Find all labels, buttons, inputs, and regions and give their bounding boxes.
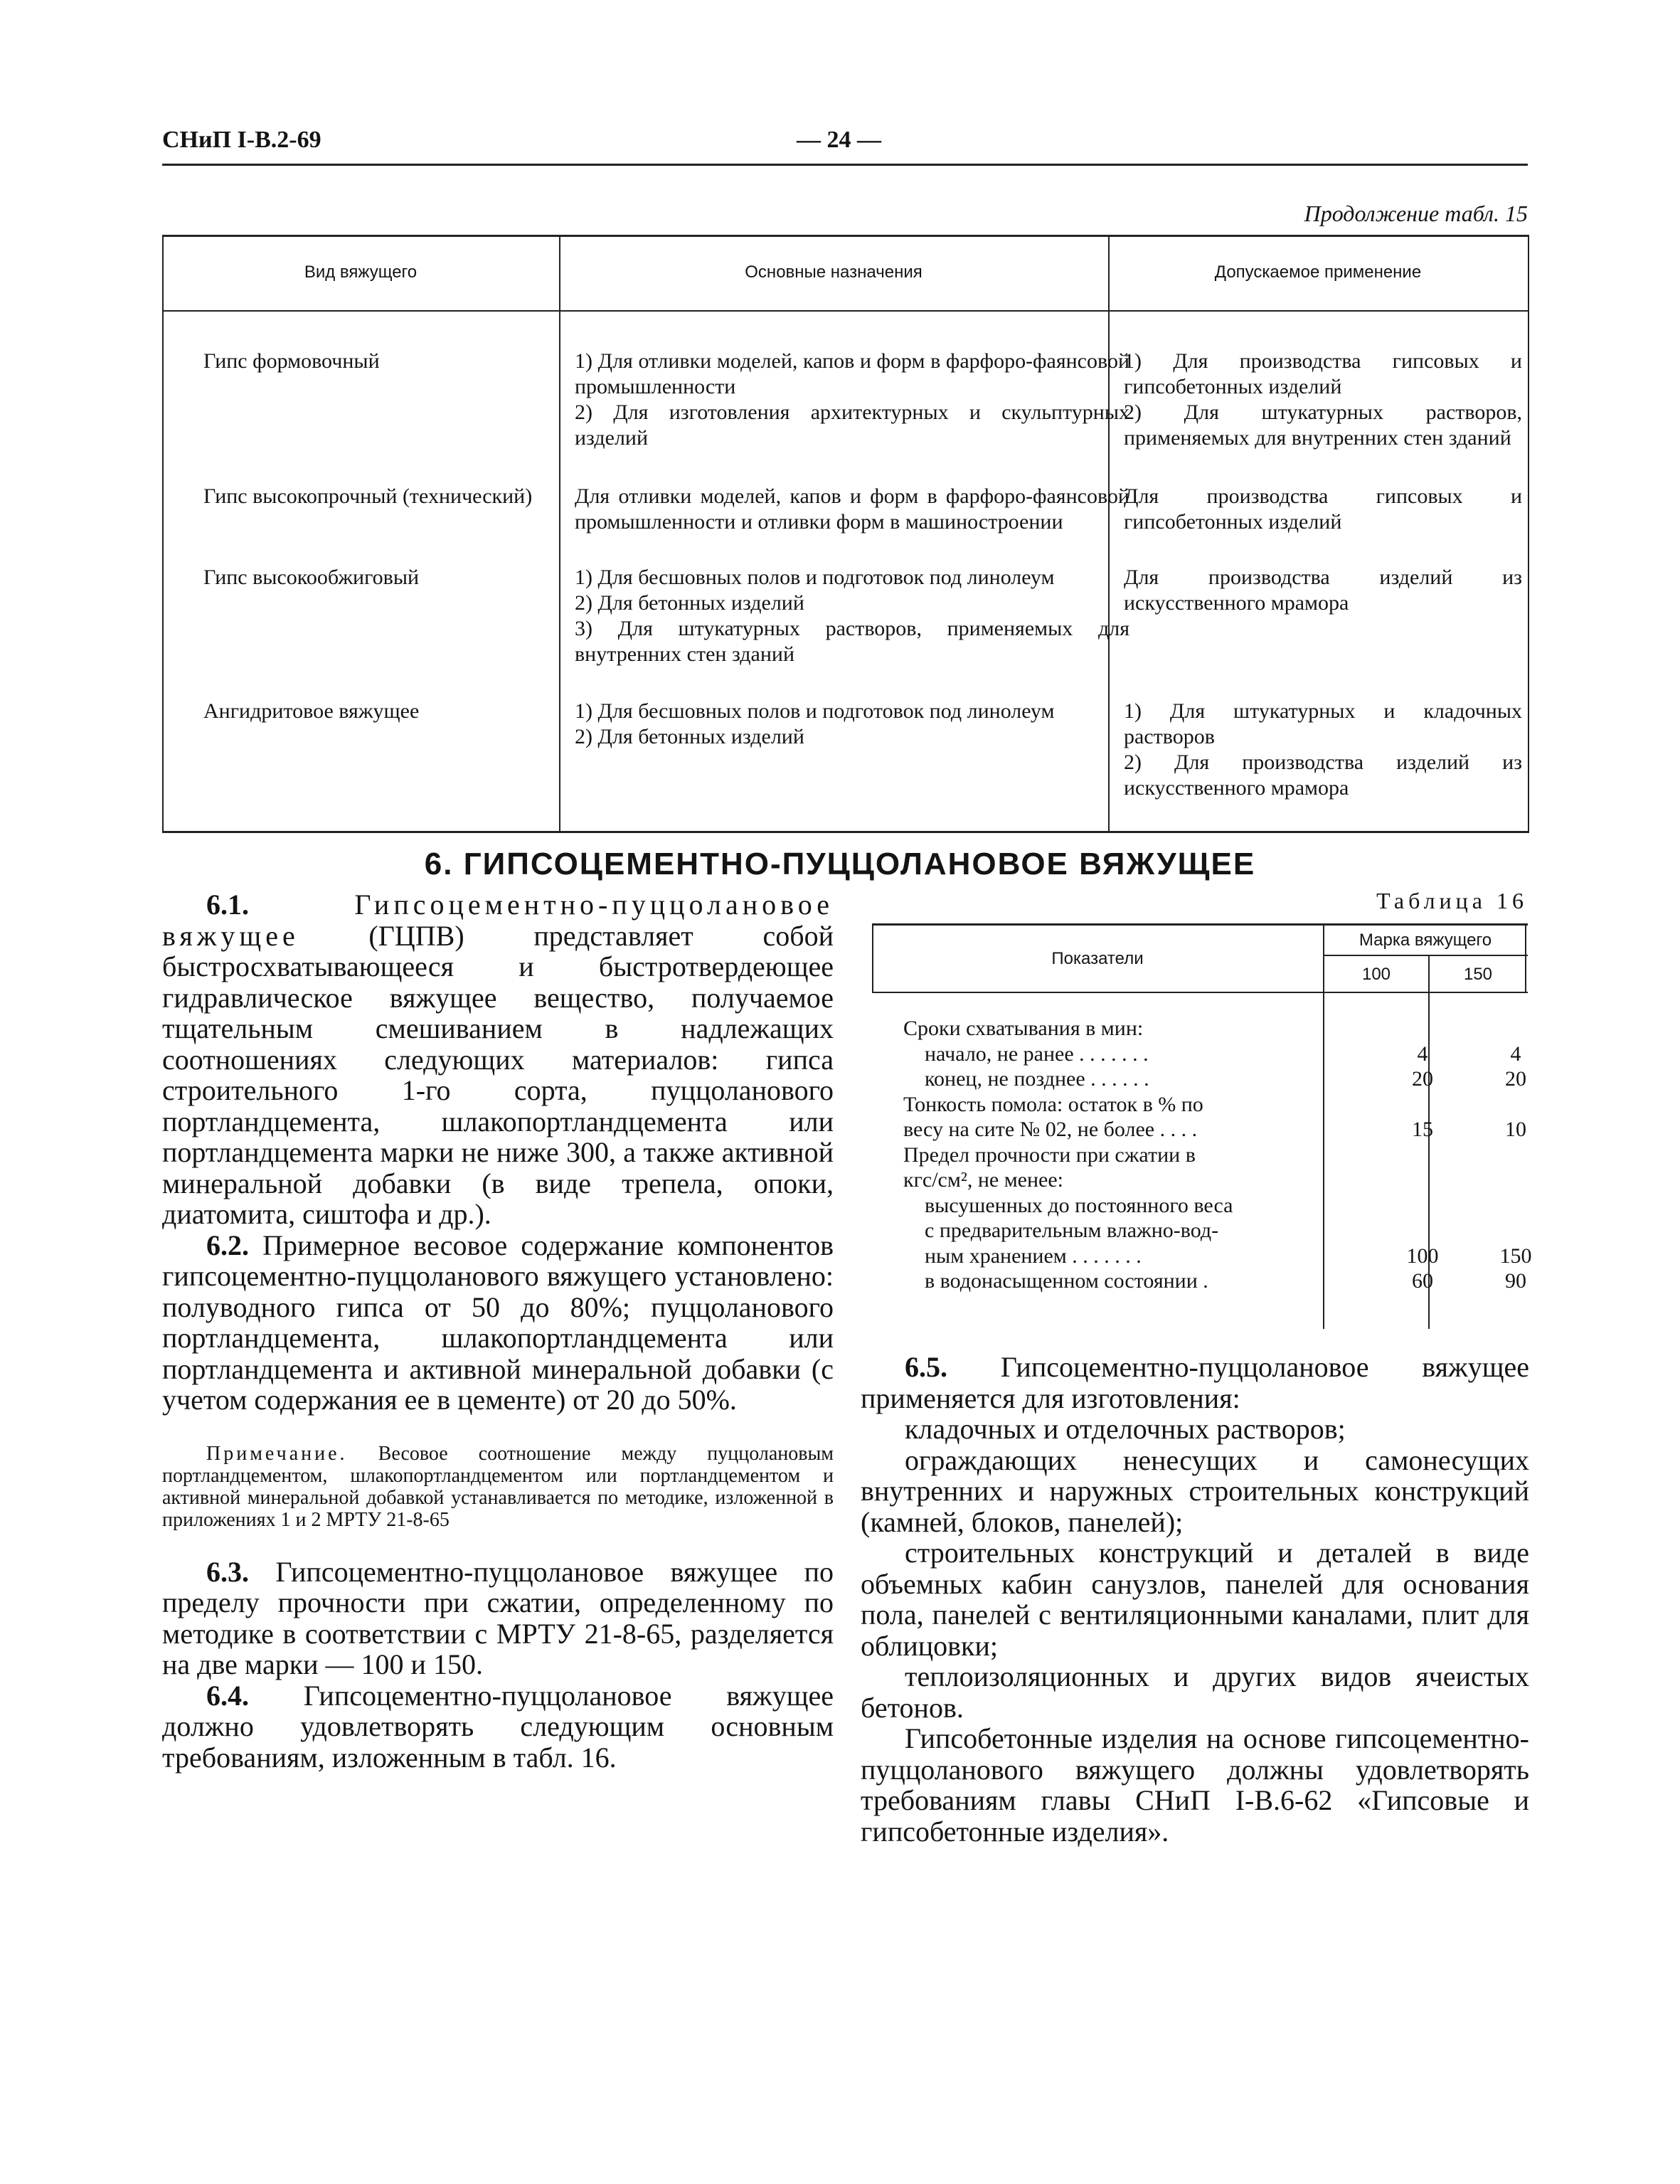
allowed-item: Для производства изделий из искусственного мрамора bbox=[1124, 566, 1522, 615]
right-column bbox=[861, 1352, 1529, 1847]
indicators-header: Показатели bbox=[1051, 949, 1144, 968]
indicator-label: начало, не ранее . . . . . . . bbox=[903, 1041, 1149, 1066]
table-16-caption: Таблица 16 bbox=[1376, 888, 1528, 913]
grade-100-value: 15 bbox=[1412, 1118, 1433, 1141]
list-item: ограждающих ненесущих и самонесущих внутренних и наружных строительных конструкций (камней, блоков, панелей); bbox=[861, 1443, 1529, 1538]
paragraph-number: 6.1. bbox=[206, 889, 249, 921]
table-16-body bbox=[903, 1016, 1532, 1294]
paragraph-6-5 bbox=[861, 1352, 1529, 1414]
defined-term: Гипсоцементно-пуццолановое вяжущее bbox=[162, 889, 834, 952]
allowed-cell bbox=[1124, 484, 1522, 535]
table-row bbox=[903, 1218, 1515, 1244]
purpose-item: 1) Для бесшовных полов и подготовок под линолеум bbox=[575, 566, 1055, 589]
table-col-divider bbox=[559, 235, 560, 832]
allowed-item: 1) Для штукатурных и кладочных растворов bbox=[1124, 699, 1522, 748]
grade-150-value: 4 bbox=[1510, 1041, 1521, 1066]
table-16 bbox=[872, 923, 1532, 1329]
purposes-cell bbox=[575, 565, 1129, 667]
purpose-item: Для отливки моделей, капов и форм в фарфоро-фаянсовой промышленности и отливки форм в машиностроении bbox=[575, 484, 1129, 534]
note bbox=[162, 1443, 834, 1531]
grade-150-value: 10 bbox=[1505, 1118, 1526, 1141]
paragraph-text: Гипсоцементно-пуццолановое вяжущее применяется для изготовления: bbox=[861, 1351, 1529, 1414]
table-header-cell: Основные назначения bbox=[745, 263, 923, 282]
table-row bbox=[903, 1092, 1515, 1118]
table-subheader-rule bbox=[1323, 955, 1528, 956]
list-item: кладочных и отделочных растворов; bbox=[905, 1413, 1346, 1445]
purpose-item: 3) Для штукатурных растворов, применяемых для внутренних стен зданий bbox=[575, 617, 1129, 666]
binder-name: Ангидритовое вяжущее bbox=[203, 699, 420, 723]
grade-header: Марка вяжущего bbox=[1359, 931, 1492, 950]
list-item: строительных конструкций и деталей в виде объемных кабин санузлов, панелей для основания пола, панелей с вентиляционными каналами, плит для облицовки; bbox=[861, 1537, 1529, 1662]
table-15 bbox=[162, 235, 1529, 832]
table-border-left bbox=[162, 235, 164, 832]
indicator-label: ным хранением . . . . . . . bbox=[903, 1244, 1142, 1268]
grade-100-value: 20 bbox=[1412, 1067, 1433, 1091]
binder-name: Гипс высокообжиговый bbox=[203, 566, 420, 589]
purpose-item: 1) Для отливки моделей, капов и форм в фарфоро-фаянсовой промышленности bbox=[575, 349, 1129, 398]
paragraph-6-1 bbox=[162, 889, 834, 1230]
grade-150-value: 90 bbox=[1505, 1269, 1526, 1293]
purpose-item: 2) Для бетонных изделий bbox=[575, 725, 804, 748]
table-header-cell: Допускаемое применение bbox=[1214, 263, 1422, 282]
allowed-cell bbox=[1124, 349, 1522, 451]
indicator-label: Тонкость помола: остаток в % по bbox=[903, 1092, 1203, 1116]
paragraph-number: 6.3. bbox=[206, 1555, 249, 1588]
paragraph-text: Гипсоцементно-пуццолановое вяжущее должно удовлетворять следующим основным требованиям, изложенным в табл. 16. bbox=[162, 1679, 834, 1774]
grade-150-header: 150 bbox=[1463, 965, 1493, 984]
table-row bbox=[903, 1143, 1515, 1168]
table-row bbox=[903, 1268, 1526, 1294]
allowed-cell bbox=[1124, 699, 1522, 801]
table-row bbox=[903, 1016, 1515, 1041]
paragraph-6-3 bbox=[162, 1557, 834, 1680]
table-header-cell: Вид вяжущего bbox=[304, 263, 418, 282]
purpose-item: 1) Для бесшовных полов и подготовок под линолеум bbox=[575, 699, 1055, 723]
table-top-rule bbox=[872, 923, 1528, 926]
purposes-cell bbox=[575, 699, 1129, 750]
paragraph-text: (ГЦПВ) представляет собой быстросхватывающееся и быстротвердеющее гидравлическое вяжущее вещество, получаемое тщательным смешиванием в надлежащих соотношениях следующих материалов: гипса строительного 1-го сорта, пуццоланового портландцемента, шлакопортландцемента или портландцемента марки не ниже 300, а также активной минеральной добавки (в виде трепела, опоки, диатомита, сиштофа и др.). bbox=[162, 919, 834, 1230]
paragraph-6-4 bbox=[162, 1680, 834, 1774]
binder-name: Гипс высокопрочный (технический) bbox=[203, 484, 533, 508]
paragraph-text: Примерное весовое содержание компонентов гипсоцементно-пуццоланового вяжущего установлено: полуводного гипса от 50 до 80%; пуццоланового портландцемента, шлакопортландцемента или портландцемента и активной минеральной добавки (с учетом содержания ее в цементе) от 20 до 50%. bbox=[162, 1229, 834, 1416]
section-title: 6. ГИПСОЦЕМЕНТНО-ПУЦЦОЛАНОВОЕ ВЯЖУЩЕЕ bbox=[424, 847, 1256, 881]
binder-name: Гипс формовочный bbox=[203, 349, 380, 373]
allowed-item: 2) Для штукатурных растворов, применяемых для внутренних стен зданий bbox=[1124, 401, 1522, 450]
closing-paragraph: Гипсобетонные изделия на основе гипсоцементно-пуццоланового вяжущего должны удовлетворять требованиям главы СНиП I-В.6-62 «Гипсовые и гипсобетонные изделия». bbox=[861, 1722, 1529, 1848]
document-code: СНиП I-В.2-69 bbox=[162, 127, 321, 153]
indicator-label: высушенных до постоянного веса bbox=[903, 1193, 1233, 1217]
table-row bbox=[903, 1041, 1521, 1067]
indicator-label: весу на сите № 02, не более . . . . bbox=[903, 1118, 1198, 1141]
paragraph-number: 6.4. bbox=[206, 1679, 249, 1712]
note-text: Весовое соотношение между пуццолановым портландцементом, шлакопортландцементом или портландцементом и активной минеральной добавкой устанавливается по методике, изложенной в приложениях 1 и 2 МРТУ 21-8-65 bbox=[162, 1442, 834, 1531]
grade-100-value: 4 bbox=[1417, 1041, 1428, 1066]
allowed-item: 2) Для производства изделий из искусственного мрамора bbox=[1124, 751, 1522, 800]
page-number: — 24 — bbox=[797, 127, 881, 153]
table-row bbox=[903, 1066, 1526, 1092]
note-label: Примечание. bbox=[206, 1442, 348, 1465]
table-row bbox=[903, 1193, 1515, 1219]
table-bottom-rule bbox=[162, 831, 1529, 833]
indicator-label: Сроки схватывания в мин: bbox=[903, 1017, 1144, 1040]
table-border-right bbox=[1528, 235, 1529, 832]
grade-150-value: 20 bbox=[1505, 1067, 1526, 1091]
paragraph-6-2 bbox=[162, 1230, 834, 1416]
indicator-label: кгс/см², не менее: bbox=[903, 1168, 1064, 1192]
indicator-label: с предварительным влажно-вод- bbox=[903, 1219, 1219, 1242]
grade-150-value: 150 bbox=[1499, 1244, 1532, 1268]
allowed-item: Для производства гипсовых и гипсобетонных изделий bbox=[1124, 484, 1522, 534]
left-column bbox=[162, 889, 834, 1773]
paragraph-number: 6.5. bbox=[905, 1351, 947, 1383]
grade-100-value: 60 bbox=[1412, 1269, 1433, 1293]
header-rule bbox=[162, 164, 1528, 166]
purposes-cell bbox=[575, 484, 1129, 535]
paragraph-number: 6.2. bbox=[206, 1229, 249, 1261]
table-header-rule bbox=[162, 310, 1529, 312]
purpose-item: 2) Для изготовления архитектурных и скульптурных изделий bbox=[575, 401, 1129, 450]
indicator-label: конец, не позднее . . . . . . bbox=[903, 1067, 1149, 1091]
table-continuation-label: Продолжение табл. 15 bbox=[1304, 201, 1528, 226]
purposes-cell bbox=[575, 349, 1129, 451]
table-row bbox=[903, 1167, 1515, 1193]
list-item: теплоизоляционных и других видов ячеистых бетонов. bbox=[861, 1660, 1529, 1724]
grade-100-value: 100 bbox=[1406, 1244, 1439, 1268]
allowed-cell bbox=[1124, 565, 1522, 616]
purpose-item: 2) Для бетонных изделий bbox=[575, 591, 804, 615]
indicator-label: в водонасыщенном состоянии . bbox=[903, 1269, 1208, 1293]
indicator-label: Предел прочности при сжатии в bbox=[903, 1143, 1196, 1167]
table-row bbox=[903, 1244, 1532, 1269]
paragraph-text: Гипсоцементно-пуццолановое вяжущее по пределу прочности при сжатии, определенному по методике в соответствии с МРТУ 21-8-65, разделяется на две марки — 100 и 150. bbox=[162, 1555, 834, 1680]
allowed-item: 1) Для производства гипсовых и гипсобетонных изделий bbox=[1124, 349, 1522, 398]
table-row bbox=[903, 1117, 1526, 1143]
grade-100-header: 100 bbox=[1361, 965, 1391, 984]
